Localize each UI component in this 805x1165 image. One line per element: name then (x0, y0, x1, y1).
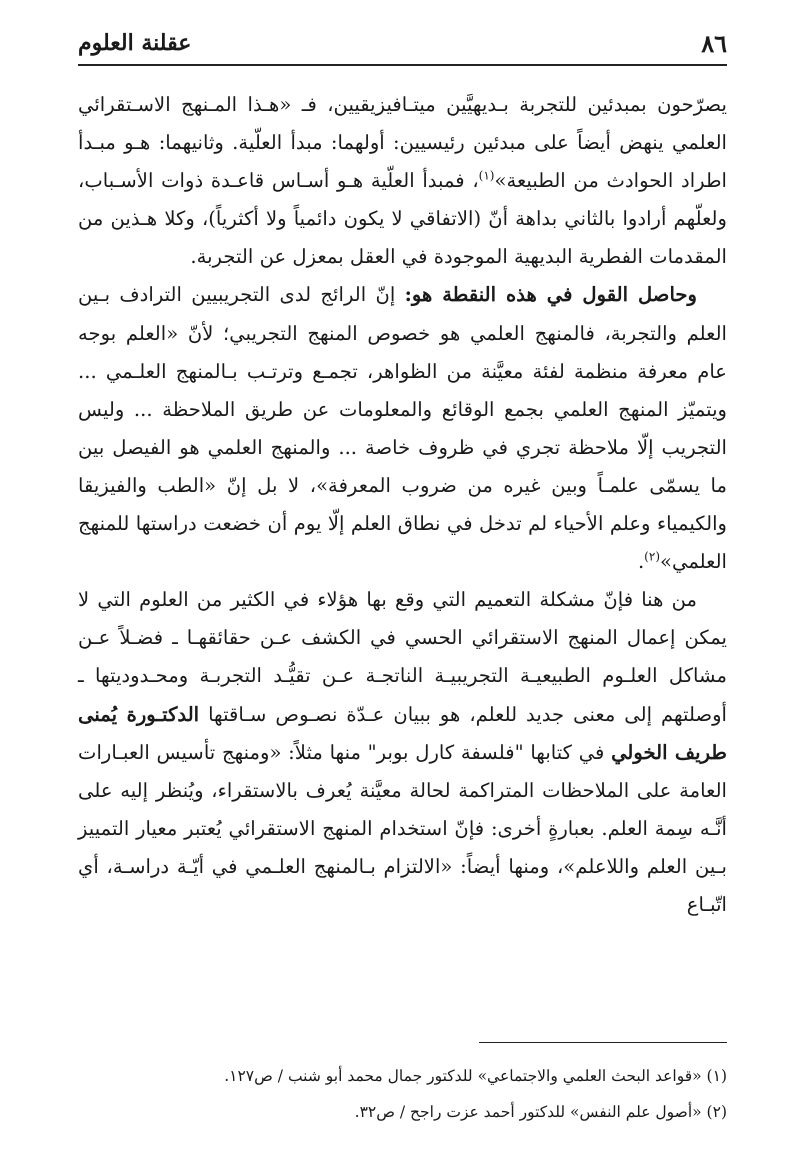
footnote-2-text: «أصول علم النفس» للدكتور أحمد عزت راجح / ص٣٢. (354, 1103, 707, 1121)
footnote-1-marker: (١) (706, 1067, 727, 1085)
paragraph-3-text-a: من هنا فإنّ مشكلة التعميم التي وقع بها هؤلاء في الكثير من العلوم التي لا يمكن إعمال المنهج الاستقرائي الحسي في الكشف عـن حقائقهـا ـ فضـلاً عـن مشاكل العلـوم الطبيعيـة التجريبيـة الناتجـة عـن تقيُّـد التجربـة ومحـدوديتها ـ أوصلتهم إلى معنى جديد للعلم، هو ببيان عـدّة نصـوص سـاقتها (78, 588, 727, 726)
footnote-2 (78, 1094, 727, 1130)
running-title: عقلنة العلوم (78, 30, 192, 56)
footnote-separator (479, 1042, 727, 1043)
paragraph-2-text-a: إنّ الرائج لدى التجريبيين الترادف بـين العلم والتجربة، فالمنهج العلمي هو خصوص المنهج التجريبي؛ لأنّ «العلم بوجه عام معرفة منظمة لفئة معيَّنة من الظواهر، تجمـع وترتـب بـالمنهج العلـمي ... ويتميّز المنهج العلمي بجمع الوقائع والمعلومات عن طريق الملاحظة ... وليس التجريب إلّا ملاحظة تجري في ظروف خاصة ... والمنهج العلمي هو الفيصل بين ما يسمّى علمـاً وبين غيره من ضروب المعرفة»، لا بل إنّ «الطب والفيزيقا والكيمياء وعلم الأحياء لم تدخل في نطاق العلم إلّا يوم أن خضعت دراستها للمنهج العلمي» (78, 283, 727, 574)
paragraph-2-text-b: . (637, 550, 645, 574)
paragraph-3-author: الدكتـورة يُمنى طريف الخولي (78, 702, 728, 764)
header-rule (78, 64, 727, 66)
footnote-2-marker: (٢) (706, 1103, 727, 1121)
paragraph-3 (78, 581, 727, 924)
footnote-1 (78, 1058, 727, 1094)
footnote-ref-1: (١) (478, 168, 495, 183)
paragraph-2-lead: وحاصل القول في هذه النقطة هو: (404, 283, 697, 307)
paragraph-1-text-b: ، فمبدأ العلّية هـو أسـاس قاعـدة ذوات الأسـباب، ولعلّهم أرادوا بالثاني بداهة أنّ (الاتفاقي لا يكون دائمياً ولا أكثرياً)، وكلا هـذين من المقدمات الفطرية البديهية الموجودة في العقل بمعزل عن التجربة. (78, 169, 727, 269)
page-number: ٨٦ (701, 28, 727, 58)
footnote-1-text: «قواعد البحث العلمي والاجتماعي» للدكتور جمال محمد أبو شنب / ص١٢٧. (224, 1067, 707, 1085)
paragraph-1 (78, 86, 727, 276)
paragraph-3-text-b: في كتابها "فلسفة كارل بوبر" منها مثلاً: «ومنهج تأسيس العبـارات العامة على الملاحظات المتراكمة لحالة معيَّنة يُعرف بالاستقراء، ويُنظر إليه على أنَّـه سِمة العلم. بعبارةٍ أخرى: فإنّ استخدام المنهج الاستقرائي يُعتبر معيار التمييز بـين العلم واللاعلم»، ومنها أيضاً: «الالتزام بـالمنهج العلـمي في أيّـة دراسـة، أي اتّبـاع (78, 740, 727, 916)
running-header (78, 22, 727, 64)
footnote-ref-2: (٢) (644, 549, 660, 564)
paragraph-2 (78, 276, 727, 581)
footnotes (78, 1058, 727, 1130)
paragraph-1-text-a: يصرّحون بمبدئين للتجربة بـديهيَّين ميتـافيزيقيين، فـ «هـذا المـنهج الاسـتقرائي العلمي ينهض أيضاً على مبدئين رئيسيين: أولهما: مبدأ العلّية. وثانيهما: هـو مبـدأ اطراد الحوادث من الطبيعة» (78, 93, 727, 193)
body-text (78, 86, 727, 924)
